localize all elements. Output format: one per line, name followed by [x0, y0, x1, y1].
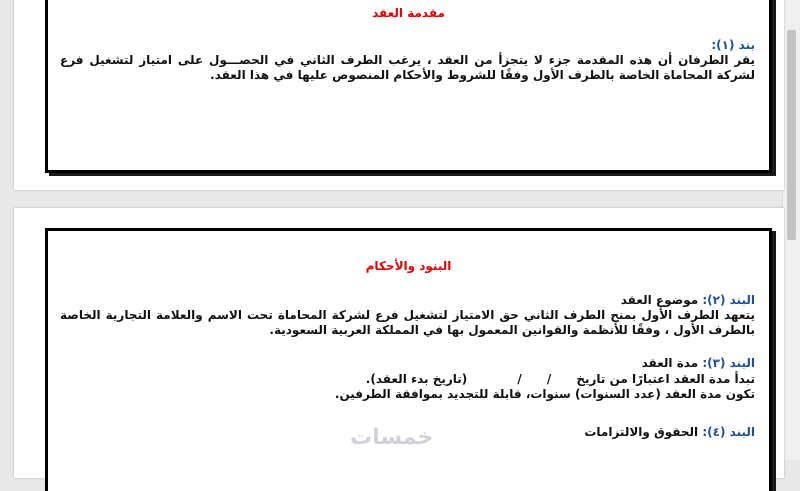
clause-2-header	[60, 293, 755, 308]
clause-2-text: يتعهد الطرف الأول بمنح الطرف الثاني حق الامتياز لتشغيل فرع لشركة المحاماة تحت الاسم والعلامة التجارية الخاصة بالطرف الأول ، وفقًا للأنظمة والقوانين المعمول بها في المملكة العربية السعودية.	[60, 308, 755, 337]
clause-4-label: البند (٤):	[702, 425, 755, 439]
section-heading-intro: مقدمة العقد	[372, 6, 445, 20]
section-heading-terms: البنود والأحكام	[365, 259, 452, 273]
clause-2-title: موضوع العقد	[620, 293, 699, 307]
page-border-frame	[45, 0, 772, 173]
scrollbar-thumb[interactable]	[787, 30, 796, 240]
clause-3-title: مدة العقد	[641, 356, 699, 370]
clause-3-line-1: تبدأ مدة العقد اعتبارًا من تاريخ / / (تاريخ بدء العقد).	[365, 372, 755, 386]
page-border-frame	[45, 228, 772, 491]
clause-3-label: البند (٣):	[702, 356, 755, 370]
document-page-1	[14, 0, 784, 190]
clause-4-title: الحقوق والالتزامات	[584, 425, 699, 439]
clause-3-line-2: تكون مدة العقد (عدد السنوات) سنوات، قابلة للتجديد بموافقة الطرفين.	[334, 387, 755, 401]
clause-2-label: البند (٢):	[702, 293, 755, 307]
watermark-logo: خمسات	[350, 425, 434, 450]
clause-3-header	[60, 356, 755, 371]
clause-1-text: يقر الطرفان أن هذه المقدمة جزء لا يتجزأ من العقد ، يرغب الطرف الثاني في الحصـــول على امتياز لتشغيل فرع لشركة المحاماة الخاصة بالطرف الأول وفقًا للشروط والأحكام المنصوص عليها في هذا العقد.	[60, 53, 755, 82]
clause-1-label-line	[60, 38, 755, 53]
clause-1-label: بند (١):	[711, 38, 755, 52]
vertical-scrollbar[interactable]	[782, 0, 800, 460]
